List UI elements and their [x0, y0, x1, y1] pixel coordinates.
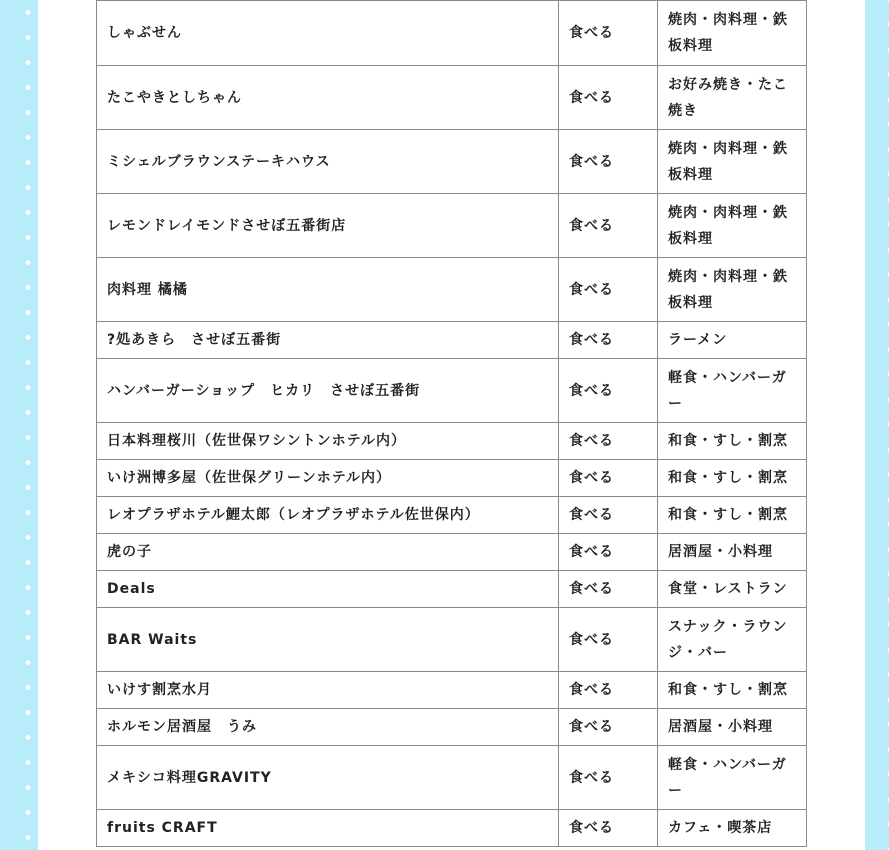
- action-cell: 食べる: [559, 608, 658, 672]
- category-cell: お好み焼き・たこ焼き: [658, 66, 807, 130]
- shop-name-cell: いけす割烹水月: [97, 672, 559, 709]
- action-cell: 食べる: [559, 1, 658, 66]
- category-cell: スナック・ラウンジ・バー: [658, 608, 807, 672]
- table-row: [97, 746, 807, 810]
- table-row: [97, 423, 807, 460]
- category-cell: ラーメン: [658, 322, 807, 359]
- action-cell: 食べる: [559, 322, 658, 359]
- shop-table: [96, 0, 807, 847]
- action-cell: 食べる: [559, 423, 658, 460]
- category-cell: 焼肉・肉料理・鉄板料理: [658, 194, 807, 258]
- action-cell: 食べる: [559, 460, 658, 497]
- table-row: [97, 359, 807, 423]
- right-dotted-border: [865, 0, 889, 850]
- shop-name-cell: Deals: [97, 571, 559, 608]
- action-cell: 食べる: [559, 359, 658, 423]
- shop-name-cell: メキシコ料理GRAVITY: [97, 746, 559, 810]
- action-cell: 食べる: [559, 130, 658, 194]
- left-dotted-border: [0, 0, 38, 850]
- table-row: [97, 608, 807, 672]
- category-cell: 居酒屋・小料理: [658, 709, 807, 746]
- category-cell: 軽食・ハンバーガー: [658, 359, 807, 423]
- table-row: [97, 130, 807, 194]
- shop-name-cell: fruits CRAFT: [97, 810, 559, 847]
- table-row: [97, 460, 807, 497]
- action-cell: 食べる: [559, 497, 658, 534]
- shop-name-cell: 肉料理 橘橘: [97, 258, 559, 322]
- action-cell: 食べる: [559, 746, 658, 810]
- category-cell: 和食・すし・割烹: [658, 497, 807, 534]
- action-cell: 食べる: [559, 672, 658, 709]
- shop-name-cell: ?処あきら させぼ五番街: [97, 322, 559, 359]
- table-row: [97, 497, 807, 534]
- table-row: [97, 322, 807, 359]
- shop-name-cell: レオプラザホテル鯉太郎（レオプラザホテル佐世保内）: [97, 497, 559, 534]
- category-cell: 焼肉・肉料理・鉄板料理: [658, 258, 807, 322]
- action-cell: 食べる: [559, 534, 658, 571]
- table-row: [97, 709, 807, 746]
- category-cell: 食堂・レストラン: [658, 571, 807, 608]
- shop-name-cell: しゃぶせん: [97, 1, 559, 66]
- action-cell: 食べる: [559, 810, 658, 847]
- action-cell: 食べる: [559, 709, 658, 746]
- category-cell: 軽食・ハンバーガー: [658, 746, 807, 810]
- table-row: [97, 66, 807, 130]
- category-cell: カフェ・喫茶店: [658, 810, 807, 847]
- category-cell: 和食・すし・割烹: [658, 672, 807, 709]
- shop-name-cell: ミシェルブラウンステーキハウス: [97, 130, 559, 194]
- shop-name-cell: ホルモン居酒屋 うみ: [97, 709, 559, 746]
- table-row: [97, 258, 807, 322]
- category-cell: 焼肉・肉料理・鉄板料理: [658, 130, 807, 194]
- action-cell: 食べる: [559, 66, 658, 130]
- shop-name-cell: たこやきとしちゃん: [97, 66, 559, 130]
- category-cell: 居酒屋・小料理: [658, 534, 807, 571]
- category-cell: 和食・すし・割烹: [658, 423, 807, 460]
- action-cell: 食べる: [559, 258, 658, 322]
- shop-name-cell: ハンバーガーショップ ヒカリ させぼ五番街: [97, 359, 559, 423]
- category-cell: 和食・すし・割烹: [658, 460, 807, 497]
- shop-name-cell: 虎の子: [97, 534, 559, 571]
- shop-name-cell: BAR Waits: [97, 608, 559, 672]
- shop-name-cell: いけ洲博多屋（佐世保グリーンホテル内）: [97, 460, 559, 497]
- table-row: [97, 1, 807, 66]
- action-cell: 食べる: [559, 571, 658, 608]
- shop-name-cell: 日本料理桜川（佐世保ワシントンホテル内）: [97, 423, 559, 460]
- shop-name-cell: レモンドレイモンドさせぼ五番街店: [97, 194, 559, 258]
- table-row: [97, 534, 807, 571]
- table-row: [97, 194, 807, 258]
- table-row: [97, 810, 807, 847]
- action-cell: 食べる: [559, 194, 658, 258]
- table-row: [97, 571, 807, 608]
- content-area: [38, 0, 865, 850]
- category-cell: 焼肉・肉料理・鉄板料理: [658, 1, 807, 66]
- table-row: [97, 672, 807, 709]
